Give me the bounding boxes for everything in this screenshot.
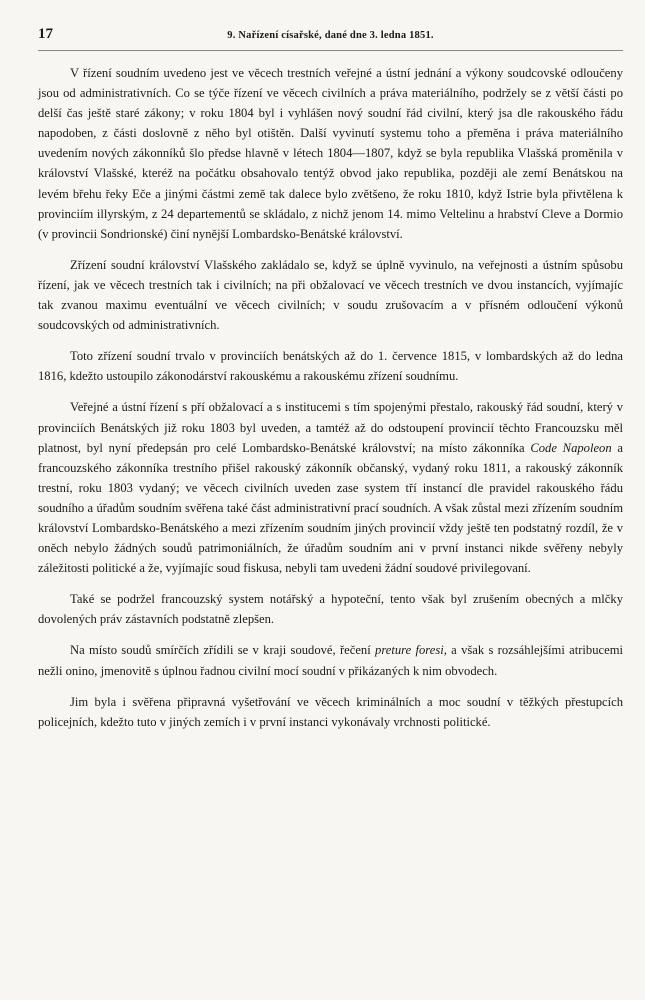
text-run: Zřízení soudní království Vlašského zakládalo se, když se úplně vyvinulo, na veřejnosti a ústním spůsobu řízení, jak ve věcech trestních tak i civilních; na při obžalovací ve věcech trestních ve dvou instancích, vyjímajíc tak zvanou maximu eventuální ve věcech civilních; v soudu zrušovacím a v přísném odloučení výkonů soudcovských od administrativních. (38, 257, 623, 333)
text-run: a francouzského zákonníka trestního přišel rakouský zákonník občanský, vydaný roku 1811, a rakouský zákonník trestní, roku 1803 vydaný; ve věcech civilních uveden zase system tří instancí dle pravidel rakouského řádu soudního a úřadům soudním svěřena také část administrativní prací soudních. A však zůstal mezi zřízením soudním království Lombardsko-Benátského a mezi zřízením soudním jiných provincií vždy ještě ten podstatný rozdíl, že v oněch nebylo žádných soudů patrimoniálních, že úřadům soudním ani v první instanci nikde svěřeny nebyly záležitosti politické a že, vyjímajíc soud fiskusa, nebyli tam uvedeni žádní soudové privilegovaní. (38, 440, 623, 576)
page-header (38, 26, 623, 51)
body-text (38, 63, 623, 732)
italic-term: preture foresi, (375, 643, 447, 658)
text-run: Také se podržel francouzský system notářský a hypoteční, tento však byl zrušením obecných a mlčky dovolených práv zástavních podstatně zlepšen. (38, 592, 623, 627)
text-run: a však s rozsáhlejšími atribucemi nežli onino, jmenovitě s úplnou řadnou civilní mocí soudní v přikázaných k nim obvodech. (38, 643, 623, 678)
text-run: Toto zřízení soudní trvalo v provinciích benátských až do 1. července 1815, v lombardských až do ledna 1816, kdežto ustoupilo zákonodárství rakouskému a rakouskému zřízení soudnímu. (38, 349, 623, 384)
text-run: V řízení soudním uvedeno jest ve věcech trestních veřejné a ústní jednání a výkony soudcovské odloučeny jsou od administrativních. Co se týče řízení ve věcech civilních a práva materiálního, podržely se z větší části po delší čas ještě staré zákony; v roku 1804 byl i vyhlášen nový soudní řád civilní, který jsa dle rakouského řádu napodoben, z části doslovně z něho byl otištěn. Další vyvinutí systemu toho a přeměna i práva materiálního uvedením nových zákonníků šlo předse hlavně v létech 1804—1807, když se byla republika Vlašská proměnila v království Vlašské, kteréž na počátku obsahovalo tentýž obvod jako republika, později ale zemí Benátskou na levém břehu řeky Eče a jinými částmi země tak dalece bylo zvětšeno, že roku 1810, když Istrie byla přivtělena k provinciím illyrským, z 24 departementů se skládalo, z nichž jenom 14. mimo Veltelinu a hrabství Cleve a Dormio (v provincii Sondrionské) činí nynější Lombardsko-Benátské království. (38, 66, 623, 241)
page-number: 17 (38, 26, 53, 42)
text-run: Veřejné a ústní řízení s pří obžalovací a s institucemi s tím spojenými přestalo, rakouský řád soudní, který v provinciích Benátských již roku 1803 byl uveden, a tamtéž až do odstoupení provincií těchto Francouzsku měl platnost, byl nyní předepsán pro celé Lombardsko-Benátské království; na místo zákonníka (38, 400, 623, 455)
italic-term: Code Napoleon (530, 440, 612, 455)
paragraph (38, 397, 623, 578)
paragraph (38, 63, 623, 244)
paragraph (38, 589, 623, 629)
text-run: Jim byla i svěřena připravná vyšetřování ve věcech kriminálních a moc soudní v těžkých přestupcích policejních, kdežto tuto v jiných zemích i v první instanci vykonávaly vrchnosti politické. (38, 694, 623, 729)
paragraph (38, 255, 623, 335)
paragraph (38, 640, 623, 680)
text-run: Na místo soudů smírčích zřídili se v kraji soudové, řečení (70, 643, 376, 658)
paragraph (38, 346, 623, 386)
running-title: 9. Nařízení císařské, dané dne 3. ledna 1851. (227, 30, 434, 41)
paragraph (38, 692, 623, 732)
